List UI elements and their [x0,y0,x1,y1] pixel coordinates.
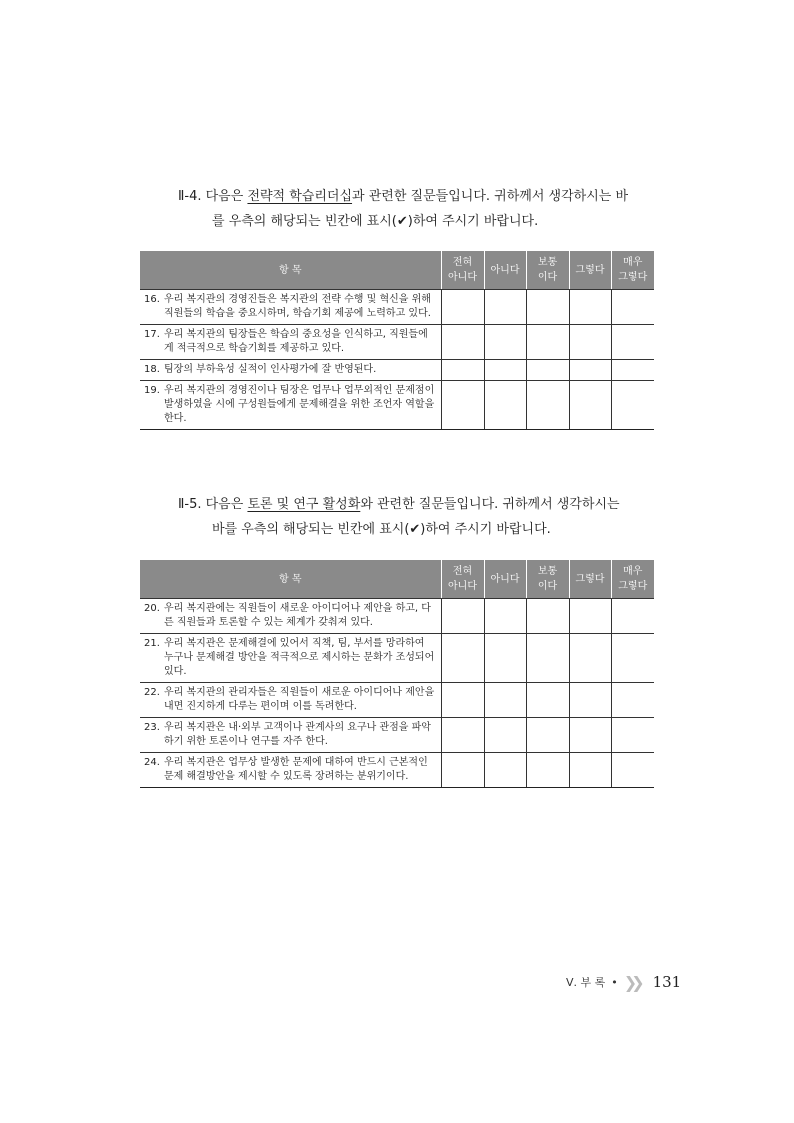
answer-cell[interactable] [484,753,526,788]
question-cell: 21. 우리 복지관은 문제해결에 있어서 직책, 팀, 부서를 망라하여 누구나 문제해결 방안을 적극적으로 제시하는 문화가 조성되어 있다. [140,634,441,683]
answer-cell[interactable] [611,753,654,788]
table-header-row [140,251,654,290]
question-cell: 20. 우리 복지관에는 직원들이 새로운 아이디어나 제안을 하고, 다른 직원들과 토론할 수 있는 체계가 갖춰져 있다. [140,599,441,634]
intro-line2: 바를 우측의 해당되는 빈칸에 표시(✔)하여 주시기 바랍니다. [212,522,551,537]
answer-cell[interactable] [441,360,484,381]
question-cell: 16. 우리 복지관의 경영진들은 복지관의 전략 수행 및 혁신을 위해 직원들의 학습을 중요시하며, 학습기회 제공에 노력하고 있다. [140,290,441,325]
intro-topic: 토론 및 연구 활성화 [247,497,361,512]
answer-cell[interactable] [441,325,484,360]
table-header-row [140,560,654,599]
table-row [140,718,654,753]
header-strongly-disagree: 전혀 아니다 [441,560,484,599]
survey-table-2-4 [140,251,654,430]
answer-cell[interactable] [484,683,526,718]
intro-prefix: Ⅱ-4. 다음은 [178,189,248,204]
header-strongly-agree: 매우 그렇다 [611,251,654,290]
answer-cell[interactable] [611,325,654,360]
answer-cell[interactable] [441,718,484,753]
answer-cell[interactable] [484,381,526,430]
answer-cell[interactable] [526,683,569,718]
intro-topic: 전략적 학습리더십 [247,189,353,204]
table-row [140,325,654,360]
answer-cell[interactable] [526,634,569,683]
header-item: 항 목 [140,560,441,599]
answer-cell[interactable] [611,290,654,325]
header-agree: 그렇다 [569,560,611,599]
answer-cell[interactable] [441,290,484,325]
answer-cell[interactable] [611,634,654,683]
section-intro-2-4 [178,184,658,234]
table-row [140,683,654,718]
intro-suffix: 와 관련한 질문들입니다. 귀하께서 생각하시는 [360,497,620,512]
answer-cell[interactable] [611,718,654,753]
answer-cell[interactable] [441,599,484,634]
answer-cell[interactable] [569,360,611,381]
answer-cell[interactable] [611,381,654,430]
header-item: 항 목 [140,251,441,290]
answer-cell[interactable] [569,599,611,634]
table-row [140,360,654,381]
question-cell: 17. 우리 복지관의 팀장들은 학습의 중요성을 인식하고, 직원들에게 적극적으로 학습기회를 제공하고 있다. [140,325,441,360]
chevron-right-icon: ❯❯ [623,972,639,992]
answer-cell[interactable] [441,381,484,430]
header-strongly-disagree: 전혀 아니다 [441,251,484,290]
answer-cell[interactable] [484,634,526,683]
question-cell: 24. 우리 복지관은 업무상 발생한 문제에 대하여 반드시 근본적인 문제 해결방안을 제시할 수 있도록 장려하는 분위기이다. [140,753,441,788]
table-row [140,753,654,788]
question-cell: 18. 팀장의 부하육성 실적이 인사평가에 잘 반영된다. [140,360,441,381]
answer-cell[interactable] [526,381,569,430]
answer-cell[interactable] [526,325,569,360]
answer-cell[interactable] [441,634,484,683]
answer-cell[interactable] [526,718,569,753]
footer-bullet: • [611,975,618,989]
answer-cell[interactable] [484,325,526,360]
table-row [140,634,654,683]
answer-cell[interactable] [526,360,569,381]
answer-cell[interactable] [569,718,611,753]
answer-cell[interactable] [611,599,654,634]
page-footer [566,970,681,994]
header-strongly-agree: 매우 그렇다 [611,560,654,599]
answer-cell[interactable] [611,360,654,381]
intro-line2: 를 우측의 해당되는 빈칸에 표시(✔)하여 주시기 바랍니다. [212,214,539,229]
survey-table-2-5 [140,560,654,788]
answer-cell[interactable] [569,753,611,788]
header-disagree: 아니다 [484,251,526,290]
answer-cell[interactable] [526,599,569,634]
answer-cell[interactable] [526,753,569,788]
table-row [140,599,654,634]
question-cell: 22. 우리 복지관의 관리자들은 직원들이 새로운 아이디어나 제안을 내면 진지하게 다루는 편이며 이를 독려한다. [140,683,441,718]
footer-chapter: Ⅴ. 부 록 [566,976,606,989]
question-cell: 23. 우리 복지관은 내·외부 고객이나 관계사의 요구나 관점을 파악하기 위한 토론이나 연구를 자주 한다. [140,718,441,753]
answer-cell[interactable] [569,683,611,718]
answer-cell[interactable] [569,634,611,683]
answer-cell[interactable] [611,683,654,718]
question-cell: 19. 우리 복지관의 경영진이나 팀장은 업무나 업무외적인 문제점이 발생하였을 시에 구성원들에게 문제해결을 위한 조언자 역할을 한다. [140,381,441,430]
table-row [140,381,654,430]
answer-cell[interactable] [484,599,526,634]
answer-cell[interactable] [484,718,526,753]
answer-cell[interactable] [569,381,611,430]
answer-cell[interactable] [526,290,569,325]
header-neutral: 보통 이다 [526,560,569,599]
answer-cell[interactable] [484,290,526,325]
intro-prefix: Ⅱ-5. 다음은 [178,497,248,512]
header-agree: 그렇다 [569,251,611,290]
answer-cell[interactable] [569,325,611,360]
section-intro-2-5 [178,492,658,542]
intro-suffix: 과 관련한 질문들입니다. 귀하께서 생각하시는 바 [352,189,629,204]
answer-cell[interactable] [441,683,484,718]
answer-cell[interactable] [441,753,484,788]
answer-cell[interactable] [484,360,526,381]
header-neutral: 보통 이다 [526,251,569,290]
header-disagree: 아니다 [484,560,526,599]
page-number: 131 [652,973,682,991]
answer-cell[interactable] [569,290,611,325]
table-row [140,290,654,325]
